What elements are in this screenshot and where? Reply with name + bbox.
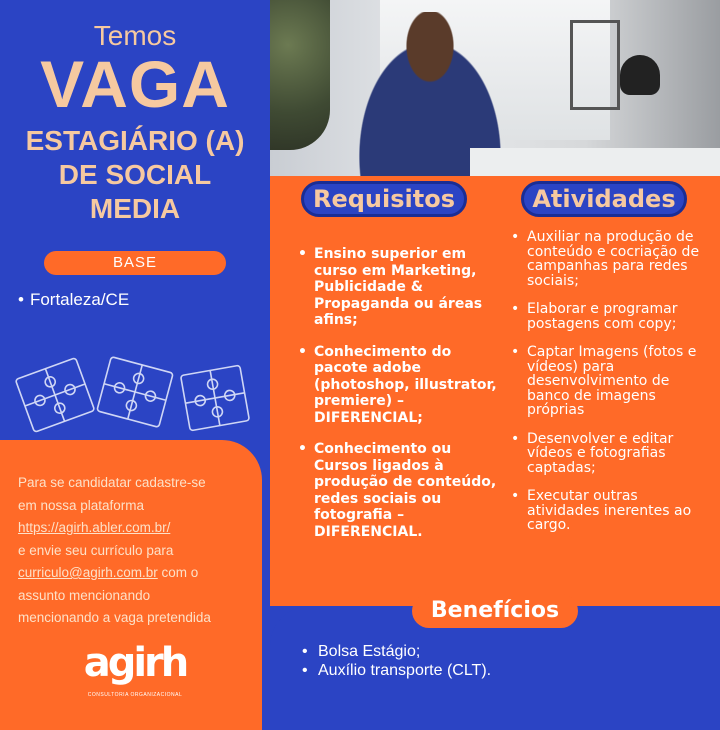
desk-image (470, 148, 720, 176)
list-item: • Captar Imagens (fotos e vídeos) para desenvolvimento de banco de imagens próprias (511, 345, 711, 418)
apply-line-6: mencionando a vaga pretendida (18, 610, 211, 625)
lamp-image (620, 55, 660, 95)
apply-line-3: e envie seu currículo para (18, 542, 174, 558)
apply-line-1: Para se candidatar cadastre-se (18, 475, 206, 490)
role-line-3: MEDIA (89, 193, 181, 224)
beneficios-heading: Benefícios (412, 594, 578, 628)
logo-wordmark: agirh (83, 640, 187, 686)
requisitos-heading: Requisitos (301, 181, 467, 217)
list-item: • Bolsa Estágio; (302, 642, 491, 661)
shelf-image (570, 20, 620, 110)
role-line-1: ESTAGIÁRIO (A) (25, 125, 245, 156)
list-item: • Executar outras atividades inerentes ao cargo. (511, 489, 711, 533)
list-item: • Desenvolver e editar vídeos e fotografias captadas; (511, 432, 711, 476)
apply-instructions (18, 472, 263, 630)
agirh-logo (80, 640, 190, 704)
logo-tagline: CONSULTORIA ORGANIZACIONAL (87, 692, 183, 698)
atividades-list (511, 230, 711, 547)
apply-line-4: com o (157, 565, 199, 580)
left-panel (0, 0, 270, 720)
plant-image (270, 0, 330, 150)
puzzle-icon (10, 350, 260, 440)
email-link[interactable]: curriculo@agirh.com.br (18, 565, 158, 580)
office-photo (270, 0, 720, 176)
apply-line-2: em nossa plataforma (18, 497, 145, 513)
vaga-title: VAGA (40, 47, 230, 121)
temos-text: Temos (93, 20, 177, 51)
location-item: • Fortaleza/CE (18, 290, 129, 310)
list-item: • Conhecimento ou Cursos ligados à produção de conteúdo, redes sociais ou fotografia – DIFERENCIAL. (298, 441, 498, 540)
list-item: • Ensino superior em curso em Marketing, Publicidade & Propaganda ou áreas afins; (298, 246, 498, 329)
beneficios-list (302, 642, 491, 680)
list-item: • Auxiliar na produção de conteúdo e cocriação de campanhas para redes sociais; (511, 230, 711, 288)
role-title (0, 124, 270, 226)
list-item: • Auxílio transporte (CLT). (302, 661, 491, 680)
apply-line-5: assunto mencionando (18, 587, 151, 603)
list-item: • Conhecimento do pacote adobe (photoshop, illustrator, premiere) – DIFERENCIAL; (298, 344, 498, 427)
base-badge: BASE (44, 251, 226, 275)
role-line-2: DE SOCIAL (58, 159, 212, 190)
atividades-heading: Atividades (521, 181, 687, 217)
list-item: • Elaborar e programar postagens com copy; (511, 302, 711, 331)
requisitos-list (298, 246, 498, 555)
platform-link[interactable]: https://agirh.abler.com.br/ (18, 520, 171, 535)
